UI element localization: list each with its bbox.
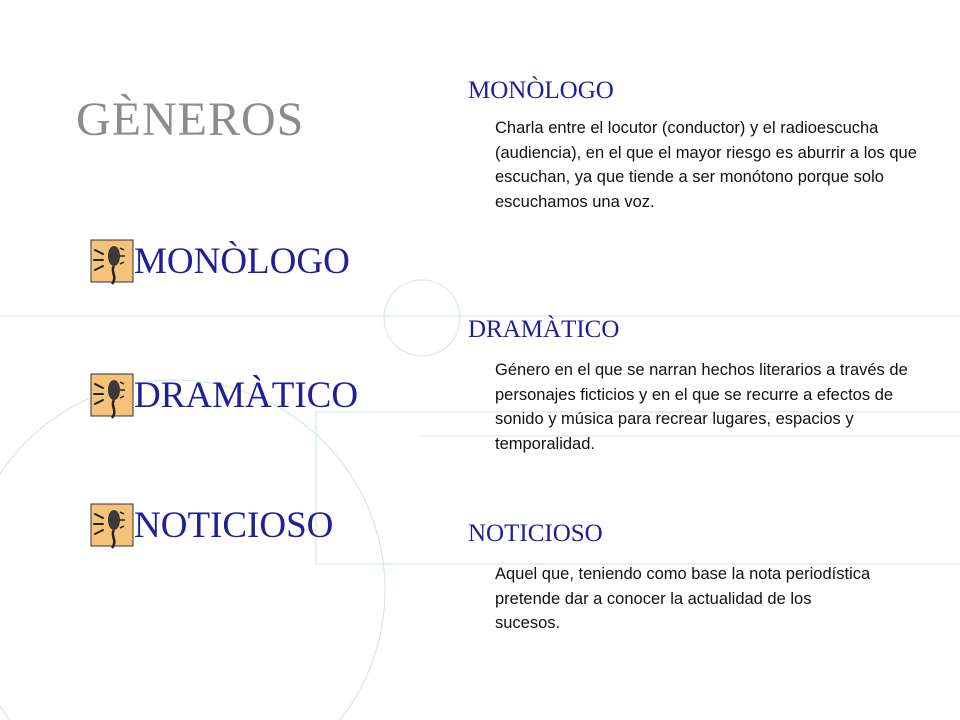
section-text-monologo: Charla entre el locutor (conductor) y el radioescucha (audiencia), en el que el mayor riesgo es aburrir a los que escuchan, ya que tiende a ser monótono porque solo escuchamos una voz. xyxy=(495,119,917,211)
bullet-label: NOTICIOSO xyxy=(134,504,334,546)
slide-title: GÈNEROS xyxy=(76,93,305,146)
section-heading-noticioso: NOTICIOSO xyxy=(468,520,603,547)
bullet-item-dramatico xyxy=(90,370,358,420)
section-text-dramatico: Género en el que se narran hechos literarios a través de personajes ficticios y en el que se recurre a efectos de sonido y música para recrear lugares, espacios y temporalidad. xyxy=(495,361,908,453)
bullet-item-noticioso xyxy=(90,500,333,550)
bullet-label: MONÒLOGO xyxy=(134,240,350,282)
section-text-noticioso: Aquel que, teniendo como base la nota periodística pretende dar a conocer la actualidad de los sucesos. xyxy=(495,565,871,632)
section-heading-dramatico: DRAMÀTICO xyxy=(468,316,620,343)
microphone-icon xyxy=(90,236,134,286)
section-heading-monologo: MONÒLOGO xyxy=(468,77,614,104)
bullet-label: DRAMÀTICO xyxy=(134,374,359,416)
microphone-icon xyxy=(90,370,134,420)
microphone-icon xyxy=(90,500,134,550)
bullet-item-monologo xyxy=(90,236,350,286)
